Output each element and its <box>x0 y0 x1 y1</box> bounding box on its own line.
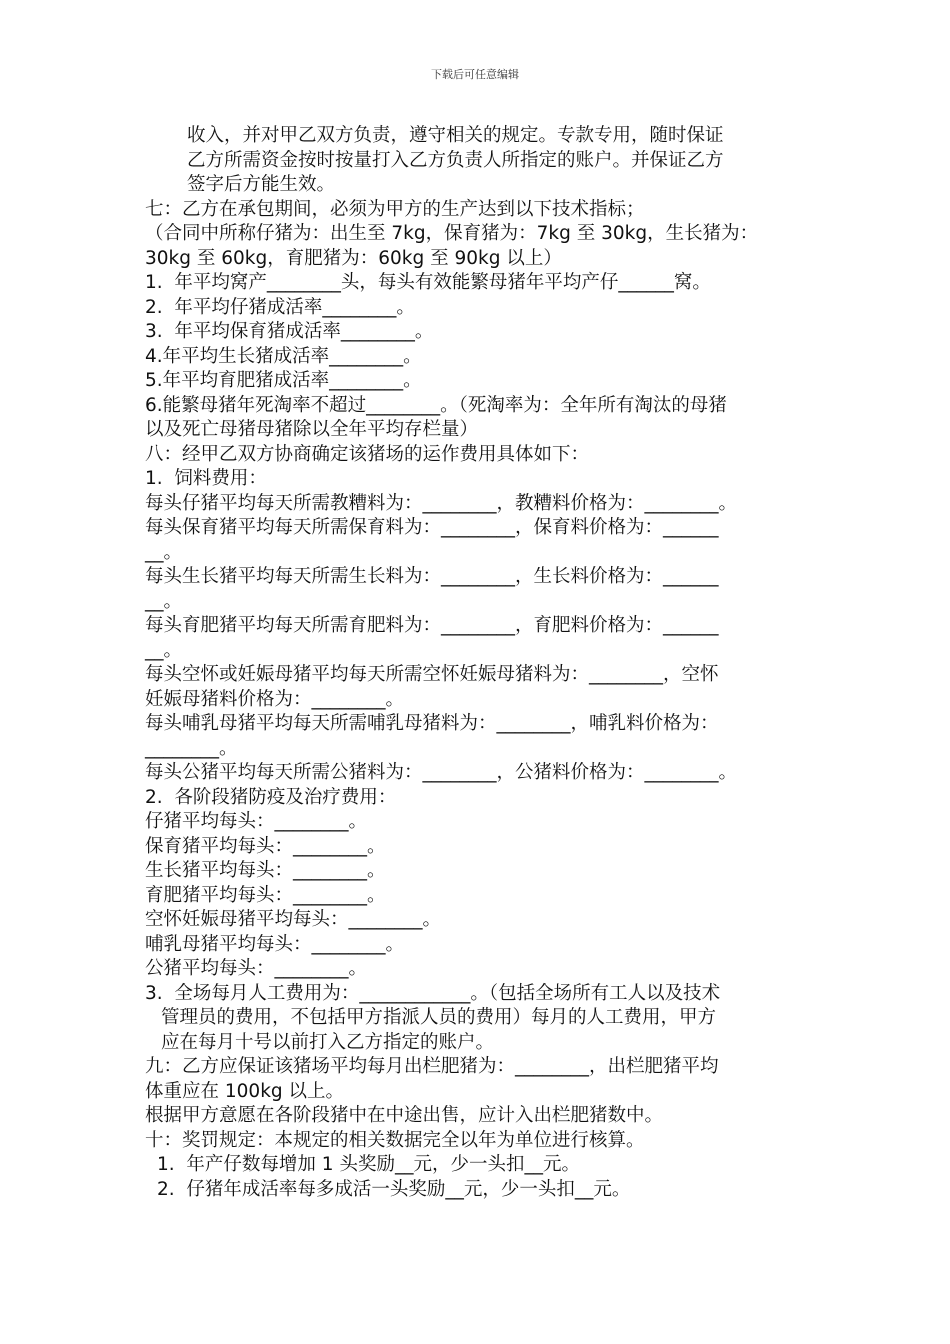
text-line: 3. 全场每月人工费用为：____________。（包括全场所有工人以及技术 <box>145 982 721 1004</box>
text-line: 30kg 至 60kg，育肥猪为：60kg 至 90kg 以上） <box>145 247 562 269</box>
text-line: 以及死亡母猪母猪除以全年平均存栏量） <box>145 419 479 440</box>
text-line: 十：奖罚规定：本规定的相关数据完全以年为单位进行核算。 <box>145 1129 645 1151</box>
text-line: 每头空怀或妊娠母猪平均每天所需空怀妊娠母猪料为：________，空怀 <box>145 664 719 685</box>
text-line: 育肥猪平均每头：________。 <box>145 884 386 906</box>
text-line: 妊娠母猪料价格为：________。 <box>145 688 405 710</box>
text-line: 保育猪平均每头：________。 <box>145 835 386 857</box>
text-line: 1. 年产仔数每增加 1 头奖励__元，少一头扣__元。 <box>157 1154 580 1175</box>
text-line: 1. 年平均窝产________头，每头有效能繁母猪年平均产仔______窝。 <box>145 272 711 293</box>
text-line: 1. 饲料费用： <box>145 468 267 489</box>
text-line: （合同中所称仔猪为：出生至 7kg，保育猪为：7kg 至 30kg，生长猪为： <box>145 223 759 244</box>
text-line: 公猪平均每头：________。 <box>145 958 368 979</box>
text-line: 仔猪平均每头：________。 <box>145 811 368 832</box>
text-line: 每头保育猪平均每天所需保育料为：________，保育料价格为：______ <box>145 517 719 538</box>
text-line: 九：乙方应保证该猪场平均每月出栏肥猪为：________，出栏肥猪平均 <box>145 1056 719 1077</box>
text-line: 2. 各阶段猪防疫及治疗费用： <box>145 786 397 808</box>
page-header: 下载后可任意编辑 <box>431 68 519 81</box>
text-line: 每头育肥猪平均每天所需育肥料为：________，育肥料价格为：______ <box>145 615 719 636</box>
text-line: 3. 年平均保育猪成活率________。 <box>145 321 434 342</box>
text-line: 每头公猪平均每天所需公猪料为：________，公猪料价格为：________。 <box>145 762 738 783</box>
text-line: 2. 年平均仔猪成活率________。 <box>145 296 415 318</box>
text-line: __。 <box>145 541 183 563</box>
text-line: 八：经甲乙双方协商确定该猪场的运作费用具体如下： <box>145 443 590 465</box>
text-line: 每头哺乳母猪平均每天所需哺乳母猪料为：________，哺乳料价格为： <box>145 713 719 734</box>
text-line: 每头仔猪平均每天所需教糟料为：________，教糟料价格为：________。 <box>145 492 738 514</box>
document-body <box>145 124 810 1202</box>
text-line: 七：乙方在承包期间，必须为甲方的生产达到以下技术指标； <box>145 198 645 220</box>
text-line: ________。 <box>145 737 238 759</box>
text-line: 空怀妊娠母猪平均每头：________。 <box>145 909 442 930</box>
text-line: 6.能繁母猪年死淘率不超过________。（死淘率为：全年所有淘汰的母猪 <box>145 394 727 416</box>
text-line: __。 <box>145 639 183 661</box>
text-line: 应在每月十号以前打入乙方指定的账户。 <box>161 1031 495 1053</box>
text-line: 签字后方能生效。 <box>187 174 336 195</box>
text-line: 每头生长猪平均每天所需生长料为：________，生长料价格为：______ <box>145 566 719 587</box>
text-line: 管理员的费用，不包括甲方指派人员的费用）每月的人工费用，甲方 <box>161 1007 717 1028</box>
text-line: 4.年平均生长猪成活率________。 <box>145 345 422 367</box>
text-line: 5.年平均育肥猪成活率________。 <box>145 370 422 391</box>
text-line: __。 <box>145 590 183 612</box>
text-line: 根据甲方意愿在各阶段猪中在中途出售，应计入出栏肥猪数中。 <box>145 1105 664 1126</box>
text-line: 哺乳母猪平均每头：________。 <box>145 933 405 955</box>
text-line: 收入，并对甲乙双方负责，遵守相关的规定。专款专用，随时保证 <box>187 125 724 146</box>
text-line: 乙方所需资金按时按量打入乙方负责人所指定的账户。并保证乙方 <box>187 149 724 171</box>
text-line: 体重应在 100kg 以上。 <box>145 1080 345 1102</box>
text-line: 2. 仔猪年成活率每多成活一头奖励__元，少一头扣__元。 <box>157 1178 631 1200</box>
text-line: 生长猪平均每头：________。 <box>145 860 386 881</box>
